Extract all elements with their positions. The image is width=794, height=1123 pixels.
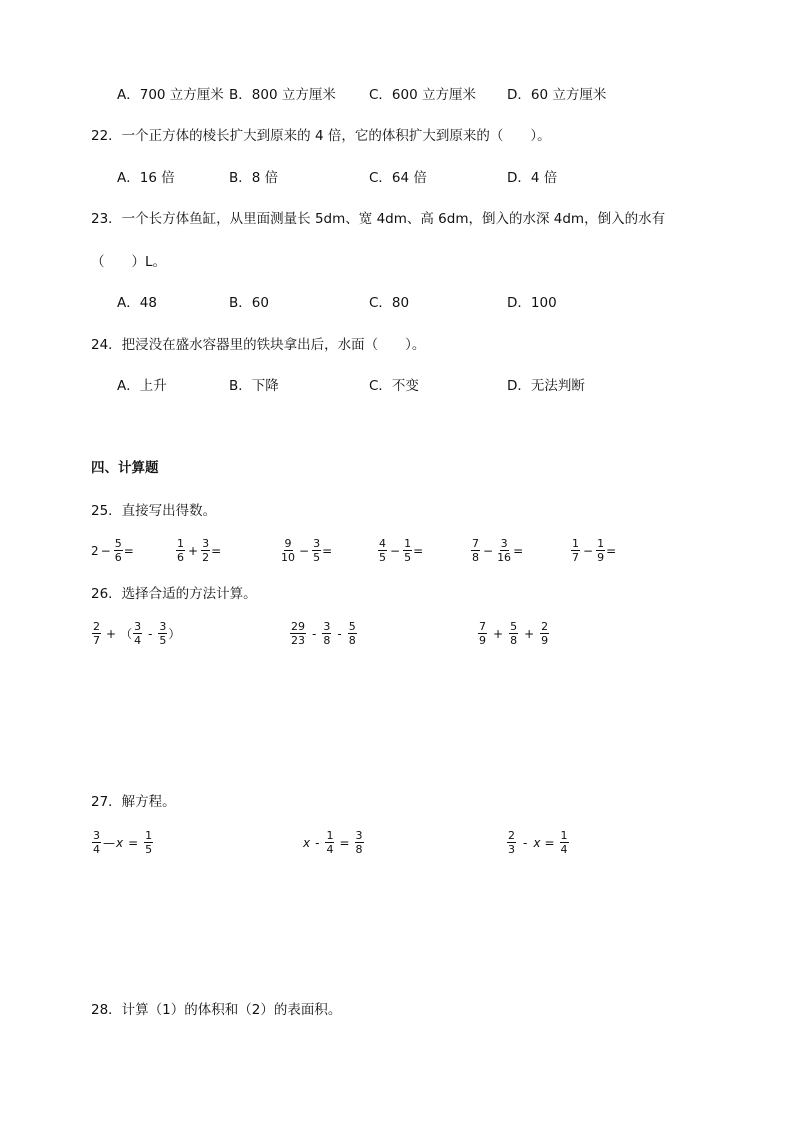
q25-item-6-frac1: [571, 538, 580, 563]
fraction: [560, 830, 569, 855]
q25-item-6: [570, 538, 616, 563]
fraction: [355, 830, 364, 855]
numerator: 3: [202, 537, 210, 550]
numerator: 1: [597, 537, 605, 550]
numerator: 3: [93, 829, 100, 842]
minus-sign: -: [148, 626, 153, 641]
fraction: [144, 830, 153, 855]
fraction: [509, 621, 518, 646]
fraction: [133, 621, 142, 646]
denominator: 6: [114, 551, 122, 564]
numerator: 7: [472, 537, 479, 550]
q25-item-5-frac2: [496, 538, 512, 563]
fraction: [348, 621, 357, 646]
denominator: 4: [326, 843, 334, 856]
denominator: 8: [510, 634, 518, 647]
denominator: 7: [572, 551, 579, 564]
q22-stem: 22．一个正方体的棱长扩大到原来的 4 倍，它的体积扩大到原来的（ ）。: [91, 128, 551, 144]
fraction: [325, 830, 334, 855]
numerator: 2: [541, 620, 549, 633]
q25-item-2-op: +: [188, 543, 199, 558]
q25-item-4: [377, 538, 423, 563]
q22-option-c: C．64 倍: [369, 170, 427, 186]
denominator: 8: [355, 843, 363, 856]
q26-expression-1: [91, 621, 180, 646]
q27-equation-1: [91, 830, 154, 855]
numerator: 7: [479, 620, 486, 633]
q25-item-2-frac1: [176, 538, 185, 563]
minus-sign: —: [103, 835, 115, 850]
numerator: 3: [500, 537, 508, 550]
fraction: [158, 621, 167, 646]
denominator: 16: [497, 551, 512, 564]
denominator: 4: [134, 634, 142, 647]
q26-expression-2: [289, 621, 358, 646]
q25-item-3-frac2: [312, 538, 321, 563]
numerator: 3: [323, 620, 331, 633]
q22-option-b: B．8 倍: [229, 170, 279, 186]
q25-item-2-frac2: [201, 538, 210, 563]
equals-sign: =: [211, 543, 222, 558]
fraction: [92, 621, 101, 646]
denominator: 10: [281, 551, 295, 564]
numerator: 3: [313, 537, 321, 550]
q25-item-5-frac1: [471, 538, 480, 563]
q25-item-1-frac2: [114, 538, 123, 563]
q24-option-a: A．上升: [117, 378, 167, 394]
q23-stem-line1: 23．一个长方体鱼缸，从里面测量长 5dm、宽 4dm、高 6dm，倒入的水深 4dm，倒入的水有: [91, 211, 666, 227]
q23-option-c: C．80: [369, 295, 410, 311]
numerator: 2: [508, 829, 515, 842]
q21-option-b: B．800 立方厘米: [229, 87, 336, 103]
denominator: 4: [560, 843, 568, 856]
numerator: 4: [379, 537, 386, 550]
numerator: 1: [572, 537, 579, 550]
equals-sign: =: [322, 543, 333, 558]
minus-sign: -: [337, 626, 342, 641]
numerator: 9: [284, 537, 292, 550]
equals-sign: =: [606, 543, 617, 558]
q28-stem: 28．计算（1）的体积和（2）的表面积。: [91, 1002, 342, 1018]
q27-stem: 27．解方程。: [91, 794, 176, 810]
numerator: 29: [291, 620, 305, 633]
fraction: [92, 830, 101, 855]
q22-option-a: A．16 倍: [117, 170, 175, 186]
equals-sign: =: [123, 543, 134, 558]
q21-option-c: C．600 立方厘米: [369, 87, 476, 103]
denominator: 8: [348, 634, 356, 647]
numerator: 5: [348, 620, 356, 633]
numerator: 1: [145, 829, 153, 842]
denominator: 9: [597, 551, 605, 564]
equals-sign: =: [413, 543, 424, 558]
numerator: 3: [355, 829, 363, 842]
fraction: [322, 621, 331, 646]
q23-option-d: D．100: [507, 295, 557, 311]
numerator: 2: [93, 620, 100, 633]
q25-item-4-op: −: [390, 543, 401, 558]
q25-item-4-frac2: [403, 538, 412, 563]
fraction: [478, 621, 487, 646]
denominator: 6: [177, 551, 184, 564]
equals-sign: =: [513, 543, 524, 558]
q25-item-3-op: −: [299, 543, 310, 558]
q23-stem-line2: （ ）L。: [91, 254, 167, 270]
equals-sign: =: [339, 835, 350, 850]
q24-option-b: B．下降: [229, 378, 279, 394]
denominator: 5: [404, 551, 412, 564]
fraction: [507, 830, 516, 855]
denominator: 5: [313, 551, 321, 564]
denominator: 2: [202, 551, 210, 564]
q21-option-d: D．60 立方厘米: [507, 87, 607, 103]
minus-sign: -: [315, 835, 320, 850]
equals-sign: =: [128, 835, 139, 850]
denominator: 7: [93, 634, 100, 647]
q24-option-d: D．无法判断: [507, 378, 585, 394]
numerator: 1: [326, 829, 334, 842]
denominator: 8: [472, 551, 479, 564]
denominator: 8: [323, 634, 331, 647]
plus-sign: +: [524, 626, 535, 641]
q25-item-3: [279, 538, 332, 563]
q26-expression-3: [477, 621, 550, 646]
q25-item-6-frac2: [596, 538, 605, 563]
numerator: 1: [177, 537, 184, 550]
section-heading: 四、计算题: [91, 460, 159, 476]
q25-item-4-frac1: [378, 538, 387, 563]
plus-sign: +: [106, 626, 117, 641]
q25-item-5: [470, 538, 523, 563]
numerator: 1: [404, 537, 412, 550]
fraction: [290, 621, 306, 646]
denominator: 5: [145, 843, 153, 856]
right-paren: ）: [168, 626, 181, 641]
minus-sign: -: [312, 626, 317, 641]
denominator: 4: [93, 843, 100, 856]
q24-stem: 24．把浸没在盛水容器里的铁块拿出后，水面（ ）。: [91, 337, 426, 353]
denominator: 9: [479, 634, 486, 647]
q27-equation-3: [506, 830, 570, 855]
denominator: 3: [508, 843, 515, 856]
q25-item-2: [175, 538, 221, 563]
plus-sign: +: [493, 626, 504, 641]
q25-item-1-op: −: [100, 543, 111, 558]
variable-x: x: [303, 835, 311, 850]
q23-option-a: A．48: [117, 295, 157, 311]
q24-option-c: C．不变: [369, 378, 419, 394]
denominator: 9: [541, 634, 549, 647]
q22-option-d: D．4 倍: [507, 170, 558, 186]
left-paren: （: [120, 626, 133, 641]
minus-sign: -: [523, 835, 528, 850]
q25-item-5-op: −: [483, 543, 494, 558]
q25-item-1-lead: 2: [91, 543, 99, 558]
denominator: 23: [291, 634, 305, 647]
numerator: 3: [159, 620, 167, 633]
q25-item-3-frac1: [280, 538, 296, 563]
variable-x: x: [116, 835, 124, 850]
q26-stem: 26．选择合适的方法计算。: [91, 586, 257, 602]
fraction: [540, 621, 549, 646]
q27-equation-2: [303, 830, 365, 855]
numerator: 5: [114, 537, 122, 550]
numerator: 3: [134, 620, 142, 633]
q23-option-b: B．60: [229, 295, 269, 311]
equals-sign: =: [544, 835, 555, 850]
variable-x: x: [533, 835, 541, 850]
q21-option-a: A．700 立方厘米: [117, 87, 224, 103]
numerator: 5: [510, 620, 518, 633]
denominator: 5: [159, 634, 167, 647]
denominator: 5: [379, 551, 386, 564]
q25-item-6-op: −: [583, 543, 594, 558]
numerator: 1: [560, 829, 568, 842]
q25-stem: 25．直接写出得数。: [91, 503, 217, 519]
q25-item-1: [91, 538, 134, 563]
